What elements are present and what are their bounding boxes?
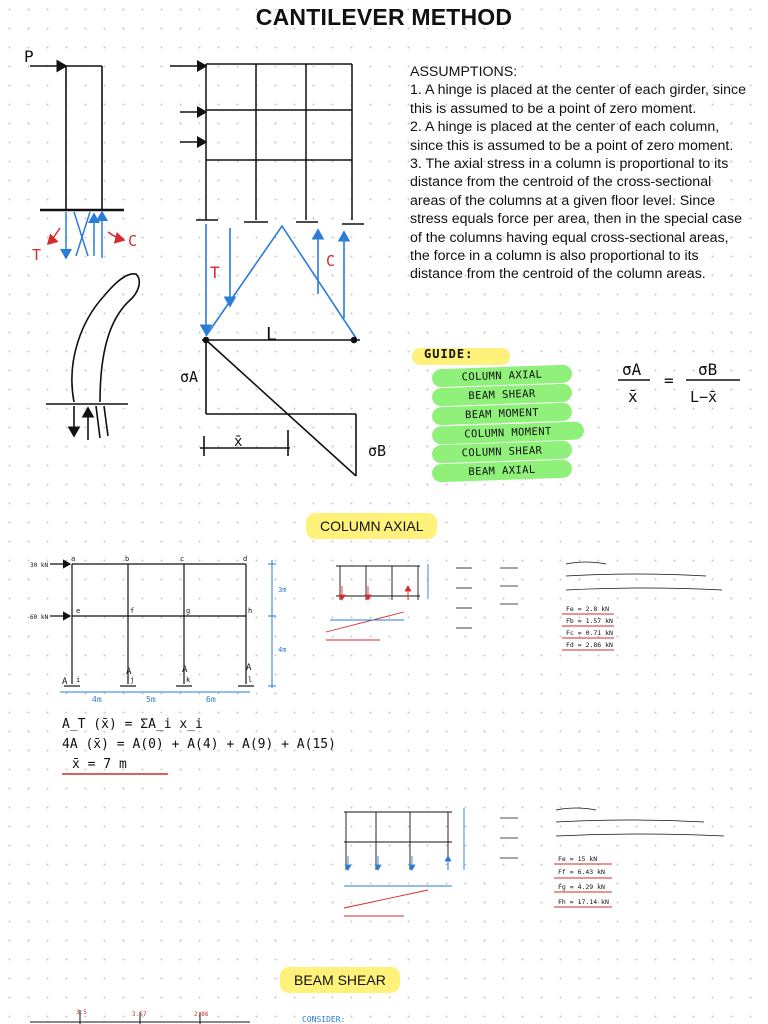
assumption-item-2: 2. A hinge is placed at the center of each column, since this is assumed to be a point of zero moment. xyxy=(410,119,734,154)
sketch-bent-column xyxy=(46,274,139,440)
node-b: b xyxy=(125,555,130,563)
mini-frame-1-dims xyxy=(326,586,408,640)
frame-load-30: 30 kN xyxy=(30,562,49,569)
node-k: k xyxy=(186,676,191,684)
bottom-value-1: 3.5 xyxy=(76,1009,87,1016)
guide-heading: GUIDE: xyxy=(424,347,474,361)
centroid-eq-2: 4A (x̄) = A(0) + A(4) + A(9) + A(15) xyxy=(62,737,336,752)
ratio-num-left: σA xyxy=(622,360,642,379)
node-f: f xyxy=(130,607,135,615)
label-c: C xyxy=(128,232,138,250)
sketch-portal-reactions xyxy=(66,212,102,258)
base-area-a4: A xyxy=(246,663,252,673)
ratio-num-right: σB xyxy=(698,360,718,379)
node-i: i xyxy=(76,676,81,684)
centroid-result: x̄ = 7 m xyxy=(72,757,127,772)
sketch-portal-tc-arrows xyxy=(48,228,124,244)
guide-item-beam-shear: BEAM SHEAR xyxy=(432,384,573,407)
page-title: CANTILEVER METHOD xyxy=(255,4,513,30)
ratio-den-left: x̄ xyxy=(628,387,638,406)
calc1-fd: Fd = 2.86 kN xyxy=(566,641,613,649)
ratio-eq: = xyxy=(664,371,674,390)
mini-frame-2-blue xyxy=(344,808,464,886)
node-g: g xyxy=(186,607,191,615)
calc2-fe: Fe = 15 kN xyxy=(558,855,598,863)
label-t-frame: T xyxy=(210,263,220,282)
guide-item-beam-axial: BEAM AXIAL xyxy=(432,460,573,483)
span-6m: 6m xyxy=(206,695,216,704)
label-p: P xyxy=(24,47,34,66)
sketch-linear-stress xyxy=(200,338,360,477)
calc1-fb: Fb = 1.57 kN xyxy=(566,617,613,625)
node-e: e xyxy=(76,607,81,615)
calc2-ff: Ff = 6.43 kN xyxy=(558,868,605,876)
sketch-stress-diagram xyxy=(206,224,356,338)
node-h: h xyxy=(248,607,253,615)
calc1-fc: Fc = 0.71 kN xyxy=(566,629,613,637)
mini-frame-2-red xyxy=(344,890,428,916)
label-t: T xyxy=(32,246,42,264)
base-area-a2: A xyxy=(126,667,132,677)
mini-frame-1 xyxy=(336,566,420,600)
centroid-eq-1: A_T (x̄) = ΣA_i x_i xyxy=(62,717,203,732)
calc1-fe: Fe = 2.8 kN xyxy=(566,605,610,613)
mini-calc-2-equations xyxy=(556,808,724,836)
label-l: L xyxy=(266,324,277,345)
node-l: l xyxy=(248,676,253,684)
node-d: d xyxy=(243,555,248,563)
span-5m: 5m xyxy=(146,695,156,704)
bottom-consider: CONSIDER: xyxy=(302,1015,346,1024)
frame-column-axial-dims xyxy=(60,560,276,692)
bottom-value-3: 2.86 xyxy=(194,1011,209,1018)
node-a: a xyxy=(71,555,76,563)
frame-load-60: 60 kN xyxy=(30,614,49,621)
bottom-value-2: 3.57 xyxy=(132,1011,147,1018)
base-area-a3: A xyxy=(182,665,188,675)
label-c-frame: C xyxy=(326,252,336,270)
label-xbar: x̄ xyxy=(234,434,243,450)
guide-item-beam-moment: BEAM MOMENT xyxy=(432,403,573,426)
calc2-fg: Fg = 4.29 kN xyxy=(558,883,605,891)
guide-item-column-axial: COLUMN AXIAL xyxy=(432,365,573,388)
height-3m: 3m xyxy=(278,586,287,594)
ratio-formula xyxy=(618,360,740,406)
base-area-a1: A xyxy=(62,677,68,687)
span-4m: 4m xyxy=(92,695,102,704)
label-sigma-b: σB xyxy=(368,442,387,460)
guide-item-column-moment: COLUMN MOMENT xyxy=(432,421,585,444)
sketch-multistorey-frame xyxy=(170,64,364,224)
mini-calc-1-ratios xyxy=(456,568,518,628)
assumption-item-1: 1. A hinge is placed at the center of each girder, since this is assumed to be a point of zero moment. xyxy=(410,82,746,117)
calc2-fh: Fh = 17.14 kN xyxy=(558,898,609,906)
section-beam-shear: BEAM SHEAR xyxy=(280,967,400,993)
mini-frame-2 xyxy=(344,812,452,870)
node-c: c xyxy=(180,555,185,563)
ratio-den-right: L−x̄ xyxy=(690,388,718,406)
mini-calc-1-equations xyxy=(566,562,722,590)
mini-calc-2-ratios xyxy=(500,818,518,858)
mini-frame-1-blue xyxy=(330,564,428,620)
frame-column-axial xyxy=(50,564,254,686)
label-sigma-a: σA xyxy=(180,368,199,386)
assumptions-heading: ASSUMPTIONS: xyxy=(410,64,518,80)
guide-item-column-shear: COLUMN SHEAR xyxy=(432,441,573,464)
assumption-item-3: 3. The axial stress in a column is proportional to its distance from the centroid of the cross-sectional areas of the columns at a given floor level. Since stress equals force per area, then in the special case of the columns having equal cross-sectional areas, the force in a column is also proportional to its distance from the centroid of the column areas. xyxy=(410,156,743,283)
height-4m: 4m xyxy=(278,646,287,654)
sketch-portal-frame xyxy=(30,66,124,210)
section-column-axial: COLUMN AXIAL xyxy=(306,513,437,539)
node-j: j xyxy=(130,676,135,684)
